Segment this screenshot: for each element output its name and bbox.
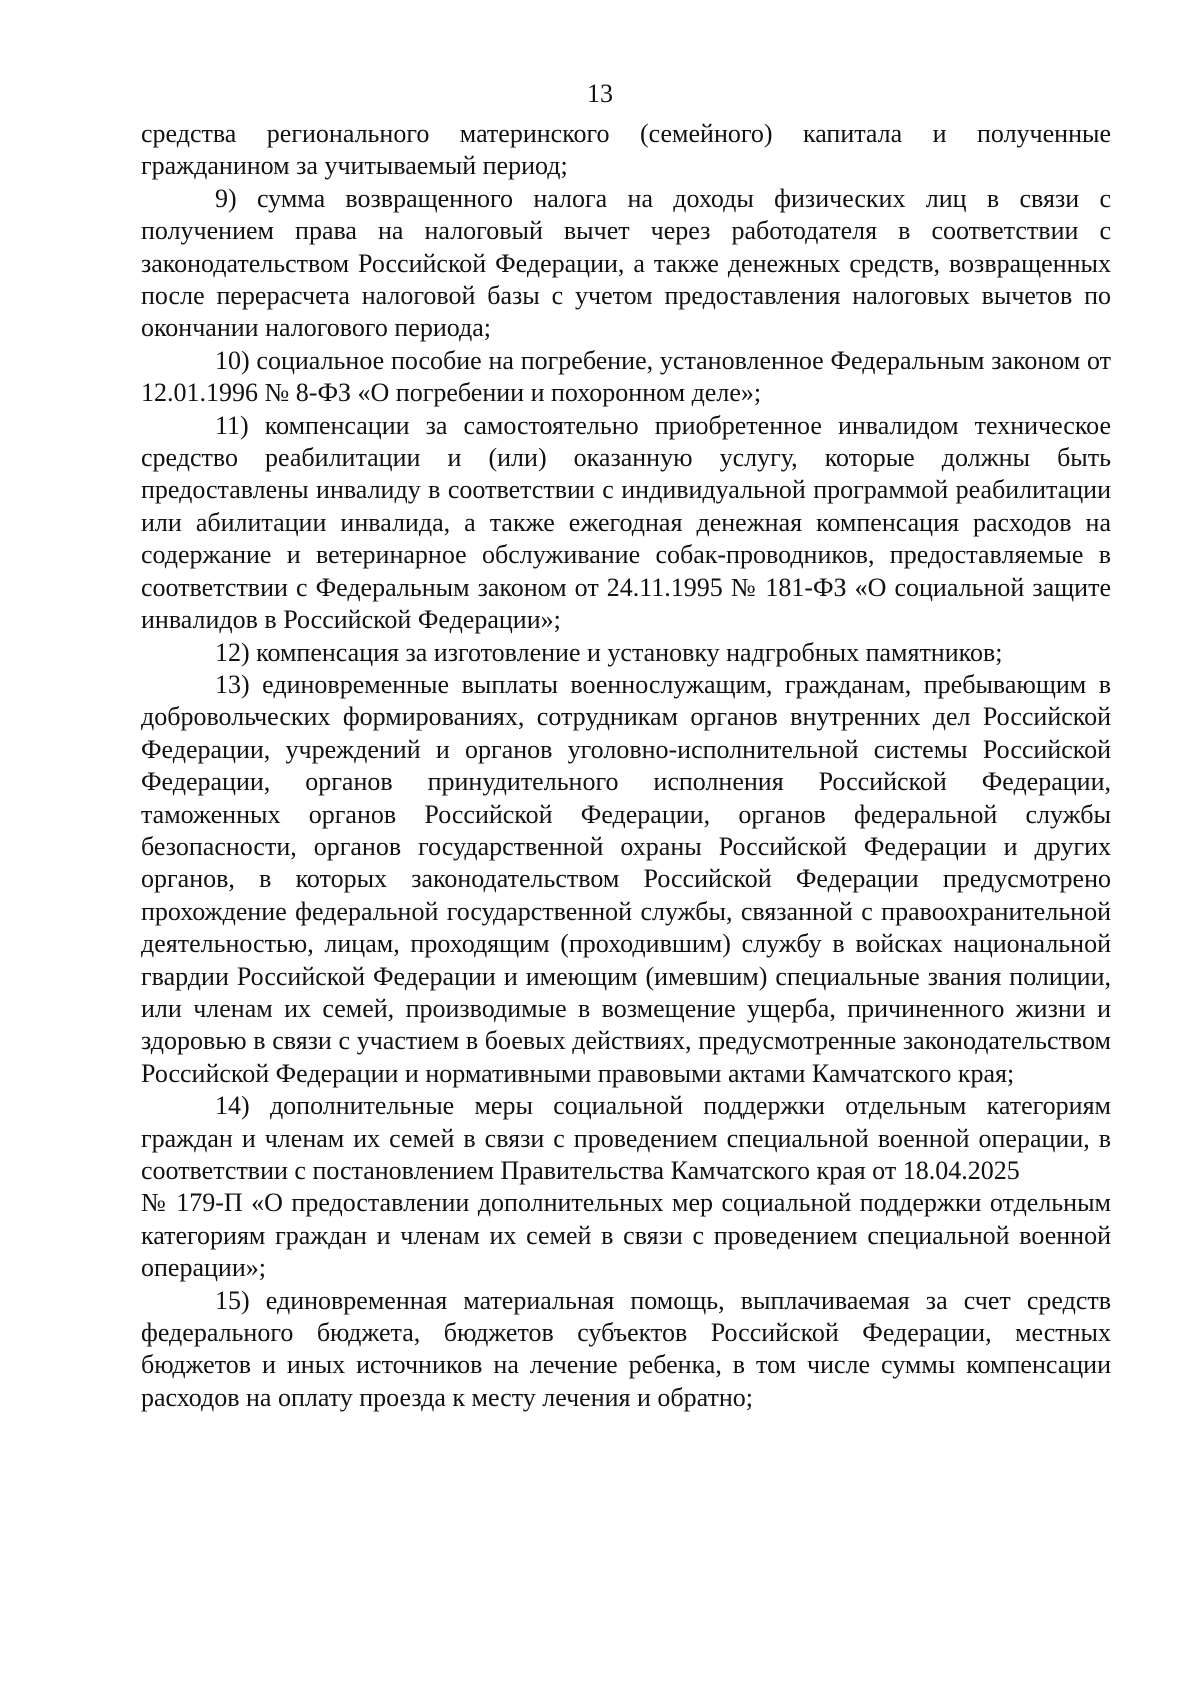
paragraph-item-9: 9) сумма возвращенного налога на доходы физических лиц в связи с получением права на налоговый вычет через работодателя в соответствии с законодательством Российской Федерации, а также денежных средств, возвращенных после перерасчета налоговой базы с учетом предоставления налоговых вычетов по окончании налогового периода; [141, 183, 1111, 343]
paragraph-item-14-continuation: № 179-П «О предоставлении дополнительных мер социальной поддержки отдельным категориям граждан и членам их семей в связи с проведением специальной военной операции»; [141, 1188, 1111, 1283]
paragraph-continuation: средства регионального материнского (семейного) капитала и полученные гражданином за учитываемый период; [141, 119, 1111, 181]
paragraph-item-12: 12) компенсация за изготовление и установку надгробных памятников; [215, 637, 1003, 667]
page-number: 13 [587, 79, 613, 108]
document-body [141, 118, 1111, 1414]
paragraph-item-14: 14) дополнительные меры социальной поддержки отдельным категориям граждан и членам их семей в связи с проведением специальной военной операции, в соответствии с постановлением Правительства Камчатского края от 18.04.2025 [141, 1091, 1111, 1185]
paragraph-item-15: 15) единовременная материальная помощь, выплачиваемая за счет средств федерального бюджета, бюджетов субъектов Российской Федерации, местных бюджетов и иных источников на лечение ребенка, в том числе суммы компенсации расходов на оплату проезда к месту лечения и обратно; [141, 1285, 1111, 1412]
paragraph-item-10: 10) социальное пособие на погребение, установленное Федеральным законом от 12.01.1996 № 8-ФЗ «О погребении и похоронном деле»; [141, 345, 1111, 408]
paragraph-item-11: 11) компенсации за самостоятельно приобретенное инвалидом техническое средство реабилитации и (или) оказанную услугу, которые должны быть предоставлены инвалиду в соответствии с индивидуальной программой реабилитации или абилитации инвалида, а также ежегодная денежная компенсация расходов на содержание и ветеринарное обслуживание собак-проводников, предоставляемые в соответствии с Федеральным законом от 24.11.1995 № 181-ФЗ «О социальной защите инвалидов в Российской Федерации»; [141, 410, 1111, 635]
paragraph-item-13: 13) единовременные выплаты военнослужащим, гражданам, пребывающим в добровольческих формированиях, сотрудникам органов внутренних дел Российской Федерации, учреждений и органов уголовно-исполнительной системы Российской Федерации, органов принудительного исполнения Российской Федерации, таможенных органов Российской Федерации, органов федеральной службы безопасности, органов государственной охраны Российской Федерации и других органов, в которых законодательством Российской Федерации предусмотрено прохождение федеральной государственной службы, связанной с правоохранительной деятельностью, лицам, проходящим (проходившим) службу в войсках национальной гвардии Российской Федерации и имеющим (имевшим) специальные звания полиции, или членам их семей, производимые в возмещение ущерба, причиненного жизни и здоровью в связи с участием в боевых действиях, предусмотренные законодательством Российской Федерации и нормативными правовыми актами Камчатского края; [141, 669, 1111, 1088]
